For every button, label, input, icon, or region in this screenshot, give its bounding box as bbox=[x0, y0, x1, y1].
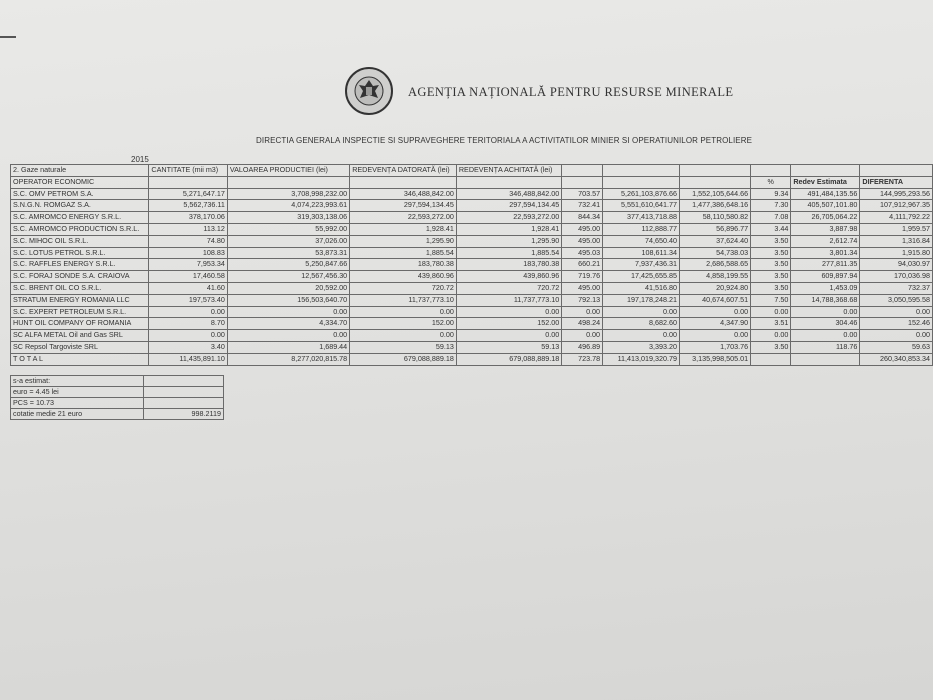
operator-name-cell: S.N.G.N. ROMGAZ S.A. bbox=[11, 200, 149, 212]
value-cell: 58,110,580.82 bbox=[680, 212, 751, 224]
value-cell: 4,111,792.22 bbox=[860, 212, 933, 224]
table-row bbox=[11, 223, 933, 235]
value-cell: 20,592.00 bbox=[227, 282, 349, 294]
table-row bbox=[11, 271, 933, 283]
total-row bbox=[11, 353, 933, 365]
value-cell: 59.63 bbox=[860, 341, 933, 353]
value-cell: 277,811.35 bbox=[791, 259, 860, 271]
value-cell: 118.76 bbox=[791, 341, 860, 353]
value-cell: 112,888.77 bbox=[603, 223, 680, 235]
value-cell: 11,413,019,320.79 bbox=[603, 353, 680, 365]
value-cell: 720.72 bbox=[456, 282, 561, 294]
royalty-table bbox=[10, 164, 933, 366]
value-cell: 297,594,134.45 bbox=[456, 200, 561, 212]
value-cell: 14,788,368.68 bbox=[791, 294, 860, 306]
value-cell: 3.50 bbox=[751, 259, 791, 271]
value-cell: 346,488,842.00 bbox=[350, 188, 457, 200]
value-cell: 732.37 bbox=[860, 282, 933, 294]
value-cell: 197,178,248.21 bbox=[603, 294, 680, 306]
value-cell: 5,250,847.66 bbox=[227, 259, 349, 271]
value-cell: 7.50 bbox=[751, 294, 791, 306]
value-cell: 197,573.40 bbox=[149, 294, 227, 306]
value-cell: 17,460.58 bbox=[149, 271, 227, 283]
value-cell: 3.40 bbox=[149, 341, 227, 353]
value-cell: 297,594,134.45 bbox=[350, 200, 457, 212]
value-cell: 3,135,998,505.01 bbox=[680, 353, 751, 365]
value-cell: 0.00 bbox=[751, 330, 791, 342]
operator-name-cell: S.C. EXPERT PETROLEUM S.R.L. bbox=[11, 306, 149, 318]
value-cell: 1,316.84 bbox=[860, 235, 933, 247]
operator-name-cell: SC Repsol Targoviste SRL bbox=[11, 341, 149, 353]
value-cell: 56,896.77 bbox=[680, 223, 751, 235]
table-row bbox=[11, 341, 933, 353]
value-cell: 732.41 bbox=[562, 200, 603, 212]
value-cell: 54,738.03 bbox=[680, 247, 751, 259]
table-row bbox=[11, 282, 933, 294]
value-cell: 40,674,607.51 bbox=[680, 294, 751, 306]
value-cell: 41.60 bbox=[149, 282, 227, 294]
value-cell: 22,593,272.00 bbox=[350, 212, 457, 224]
value-cell: 0.00 bbox=[562, 330, 603, 342]
value-cell: 74,650.40 bbox=[603, 235, 680, 247]
value-cell: 107,912,967.35 bbox=[860, 200, 933, 212]
value-cell: 496.89 bbox=[562, 341, 603, 353]
value-cell: 660.21 bbox=[562, 259, 603, 271]
value-cell: 0.00 bbox=[791, 330, 860, 342]
value-cell: 5,271,647.17 bbox=[149, 188, 227, 200]
value-cell: 0.00 bbox=[350, 306, 457, 318]
value-cell: 719.76 bbox=[562, 271, 603, 283]
value-cell: 1,885.54 bbox=[456, 247, 561, 259]
value-cell: 9.34 bbox=[751, 188, 791, 200]
table-header-row bbox=[11, 165, 933, 177]
value-cell: 152.46 bbox=[860, 318, 933, 330]
value-cell: 3.50 bbox=[751, 341, 791, 353]
operator-name-cell: S.C. OMV PETROM S.A. bbox=[11, 188, 149, 200]
header-datorata: REDEVENȚA DATORATĂ (lei) bbox=[350, 165, 457, 177]
value-cell: 1,453.09 bbox=[791, 282, 860, 294]
table-row bbox=[11, 306, 933, 318]
value-cell: 378,170.06 bbox=[149, 212, 227, 224]
operator-name-cell: SC ALFA METAL Oil and Gas SRL bbox=[11, 330, 149, 342]
value-cell: 55,992.00 bbox=[227, 223, 349, 235]
value-cell bbox=[751, 353, 791, 365]
value-cell: 5,562,736.11 bbox=[149, 200, 227, 212]
value-cell: 4,347.90 bbox=[680, 318, 751, 330]
table-row bbox=[11, 259, 933, 271]
note-euro-rate: euro = 4.45 lei bbox=[11, 387, 144, 398]
value-cell: 170,036.98 bbox=[860, 271, 933, 283]
value-cell: 260,340,853.34 bbox=[860, 353, 933, 365]
value-cell: 679,088,889.18 bbox=[456, 353, 561, 365]
table-row bbox=[11, 318, 933, 330]
value-cell: 0.00 bbox=[680, 330, 751, 342]
value-cell: 1,689.44 bbox=[227, 341, 349, 353]
value-cell: 0.00 bbox=[456, 306, 561, 318]
value-cell: 844.34 bbox=[562, 212, 603, 224]
table-row bbox=[11, 294, 933, 306]
header-percent: % bbox=[751, 176, 791, 188]
operator-name-cell: HUNT OIL COMPANY OF ROMANIA bbox=[11, 318, 149, 330]
header-redev-estimata: Redev Estimata bbox=[791, 176, 860, 188]
value-cell: 1,703.76 bbox=[680, 341, 751, 353]
value-cell: 439,860.96 bbox=[350, 271, 457, 283]
value-cell: 703.57 bbox=[562, 188, 603, 200]
table-row bbox=[11, 330, 933, 342]
value-cell: 4,858,199.55 bbox=[680, 271, 751, 283]
table-row bbox=[11, 212, 933, 224]
value-cell: 495.00 bbox=[562, 282, 603, 294]
value-cell: 498.24 bbox=[562, 318, 603, 330]
value-cell: 1,295.90 bbox=[456, 235, 561, 247]
value-cell: 3.50 bbox=[751, 282, 791, 294]
value-cell: 4,074,223,993.61 bbox=[227, 200, 349, 212]
section-label: 2. Gaze naturale bbox=[11, 165, 149, 177]
note-pcs: PCS = 10.73 bbox=[11, 398, 144, 409]
value-cell: 12,567,456.30 bbox=[227, 271, 349, 283]
table-row bbox=[11, 188, 933, 200]
operator-label: OPERATOR ECONOMIC bbox=[11, 176, 149, 188]
value-cell: 0.00 bbox=[562, 306, 603, 318]
value-cell: 37,624.40 bbox=[680, 235, 751, 247]
value-cell: 0.00 bbox=[227, 330, 349, 342]
operator-name-cell: S.C. LOTUS PETROL S.R.L. bbox=[11, 247, 149, 259]
value-cell: 144,995,293.56 bbox=[860, 188, 933, 200]
value-cell: 11,737,773.10 bbox=[350, 294, 457, 306]
value-cell: 20,924.80 bbox=[680, 282, 751, 294]
operator-name-cell: S.C. RAFFLES ENERGY S.R.L. bbox=[11, 259, 149, 271]
value-cell: 3.50 bbox=[751, 247, 791, 259]
value-cell: 3.44 bbox=[751, 223, 791, 235]
value-cell: 495.00 bbox=[562, 235, 603, 247]
value-cell: 0.00 bbox=[751, 306, 791, 318]
operator-name-cell: S.C. BRENT OIL CO S.R.L. bbox=[11, 282, 149, 294]
notes-table bbox=[10, 375, 224, 420]
value-cell: 609,897.94 bbox=[791, 271, 860, 283]
value-cell: 5,551,610,641.77 bbox=[603, 200, 680, 212]
value-cell: 3.50 bbox=[751, 271, 791, 283]
value-cell: 377,413,718.88 bbox=[603, 212, 680, 224]
value-cell: 26,705,064.22 bbox=[791, 212, 860, 224]
value-cell: 7.08 bbox=[751, 212, 791, 224]
value-cell: 495.00 bbox=[562, 223, 603, 235]
value-cell: 53,873.31 bbox=[227, 247, 349, 259]
value-cell: 11,737,773.10 bbox=[456, 294, 561, 306]
value-cell: 0.00 bbox=[603, 306, 680, 318]
value-cell: 4,334.70 bbox=[227, 318, 349, 330]
value-cell: 0.00 bbox=[456, 330, 561, 342]
value-cell: 41,516.80 bbox=[603, 282, 680, 294]
operator-header-row bbox=[11, 176, 933, 188]
value-cell: 0.00 bbox=[149, 306, 227, 318]
value-cell: 346,488,842.00 bbox=[456, 188, 561, 200]
value-cell: 792.13 bbox=[562, 294, 603, 306]
value-cell: 2,612.74 bbox=[791, 235, 860, 247]
value-cell: 1,915.80 bbox=[860, 247, 933, 259]
value-cell: 3,887.98 bbox=[791, 223, 860, 235]
value-cell: 1,552,105,644.66 bbox=[680, 188, 751, 200]
value-cell: 0.00 bbox=[680, 306, 751, 318]
table-row bbox=[11, 247, 933, 259]
value-cell: 3,393.20 bbox=[603, 341, 680, 353]
header-achitata: REDEVENȚA ACHITATĂ (lei) bbox=[456, 165, 561, 177]
header-valoarea: VALOAREA PRODUCTIEI (lei) bbox=[227, 165, 349, 177]
agency-name: AGENȚIA NAȚIONALĂ PENTRU RESURSE MINERALE bbox=[408, 85, 734, 99]
value-cell: 17,425,655.85 bbox=[603, 271, 680, 283]
value-cell: 5,261,103,876.66 bbox=[603, 188, 680, 200]
value-cell: 8,682.60 bbox=[603, 318, 680, 330]
value-cell: 8.70 bbox=[149, 318, 227, 330]
value-cell: 0.00 bbox=[227, 306, 349, 318]
directorate-title: DIRECTIA GENERALA INSPECTIE SI SUPRAVEGHERE TERITORIALA A ACTIVITATILOR MINIER SI OPERATIUNILOR PETROLIERE bbox=[256, 136, 753, 145]
value-cell: 7,937,436.31 bbox=[603, 259, 680, 271]
value-cell: 74.80 bbox=[149, 235, 227, 247]
operator-name-cell: S.C. AMROMCO PRODUCTION S.R.L. bbox=[11, 223, 149, 235]
value-cell: 22,593,272.00 bbox=[456, 212, 561, 224]
operator-name-cell: S.C. AMROMCO ENERGY S.R.L. bbox=[11, 212, 149, 224]
value-cell: 495.03 bbox=[562, 247, 603, 259]
value-cell: 152.00 bbox=[456, 318, 561, 330]
value-cell: 37,026.00 bbox=[227, 235, 349, 247]
value-cell: 7.30 bbox=[751, 200, 791, 212]
value-cell: 183,780.38 bbox=[456, 259, 561, 271]
note-value: 998.2119 bbox=[144, 409, 224, 420]
value-cell: 0.00 bbox=[149, 330, 227, 342]
value-cell: 1,295.90 bbox=[350, 235, 457, 247]
value-cell bbox=[791, 353, 860, 365]
header-cantitate: CANTITATE (mii m3) bbox=[149, 165, 227, 177]
margin-mark bbox=[0, 36, 16, 38]
header-diferenta: DIFERENTA bbox=[860, 176, 933, 188]
value-cell: 0.00 bbox=[603, 330, 680, 342]
value-cell: 0.00 bbox=[860, 330, 933, 342]
operator-name-cell: T O T A L bbox=[11, 353, 149, 365]
operator-name-cell: STRATUM ENERGY ROMANIA LLC bbox=[11, 294, 149, 306]
value-cell: 3,801.34 bbox=[791, 247, 860, 259]
operator-name-cell: S.C. MIHOC OIL S.R.L. bbox=[11, 235, 149, 247]
value-cell: 3,708,998,232.00 bbox=[227, 188, 349, 200]
value-cell: 59.13 bbox=[456, 341, 561, 353]
value-cell: 59.13 bbox=[350, 341, 457, 353]
value-cell: 7,953.34 bbox=[149, 259, 227, 271]
value-cell: 1,477,386,648.16 bbox=[680, 200, 751, 212]
value-cell: 0.00 bbox=[860, 306, 933, 318]
value-cell: 405,507,101.80 bbox=[791, 200, 860, 212]
value-cell: 3.50 bbox=[751, 235, 791, 247]
value-cell: 3,050,595.58 bbox=[860, 294, 933, 306]
value-cell: 679,088,889.18 bbox=[350, 353, 457, 365]
value-cell: 439,860.96 bbox=[456, 271, 561, 283]
value-cell: 156,503,640.70 bbox=[227, 294, 349, 306]
value-cell: 304.46 bbox=[791, 318, 860, 330]
table-row bbox=[11, 200, 933, 212]
value-cell: 2,686,588.65 bbox=[680, 259, 751, 271]
value-cell: 0.00 bbox=[791, 306, 860, 318]
operator-name-cell: S.C. FORAJ SONDE S.A. CRAIOVA bbox=[11, 271, 149, 283]
table-row bbox=[11, 235, 933, 247]
value-cell: 1,885.54 bbox=[350, 247, 457, 259]
value-cell: 0.00 bbox=[350, 330, 457, 342]
note-estimated: s-a estimat: bbox=[11, 376, 144, 387]
value-cell: 113.12 bbox=[149, 223, 227, 235]
value-cell: 319,303,138.06 bbox=[227, 212, 349, 224]
value-cell: 720.72 bbox=[350, 282, 457, 294]
value-cell: 723.78 bbox=[562, 353, 603, 365]
value-cell: 94,030.97 bbox=[860, 259, 933, 271]
value-cell: 108.83 bbox=[149, 247, 227, 259]
value-cell: 11,435,891.10 bbox=[149, 353, 227, 365]
government-seal-icon bbox=[343, 66, 395, 116]
value-cell: 1,959.57 bbox=[860, 223, 933, 235]
note-quotation: cotatie medie 21 euro bbox=[11, 409, 144, 420]
value-cell: 108,611.34 bbox=[603, 247, 680, 259]
value-cell: 3.51 bbox=[751, 318, 791, 330]
value-cell: 491,484,135.56 bbox=[791, 188, 860, 200]
report-year: 2015 bbox=[131, 155, 149, 164]
value-cell: 152.00 bbox=[350, 318, 457, 330]
value-cell: 1,928.41 bbox=[350, 223, 457, 235]
value-cell: 1,928.41 bbox=[456, 223, 561, 235]
value-cell: 183,780.38 bbox=[350, 259, 457, 271]
value-cell: 8,277,020,815.78 bbox=[227, 353, 349, 365]
